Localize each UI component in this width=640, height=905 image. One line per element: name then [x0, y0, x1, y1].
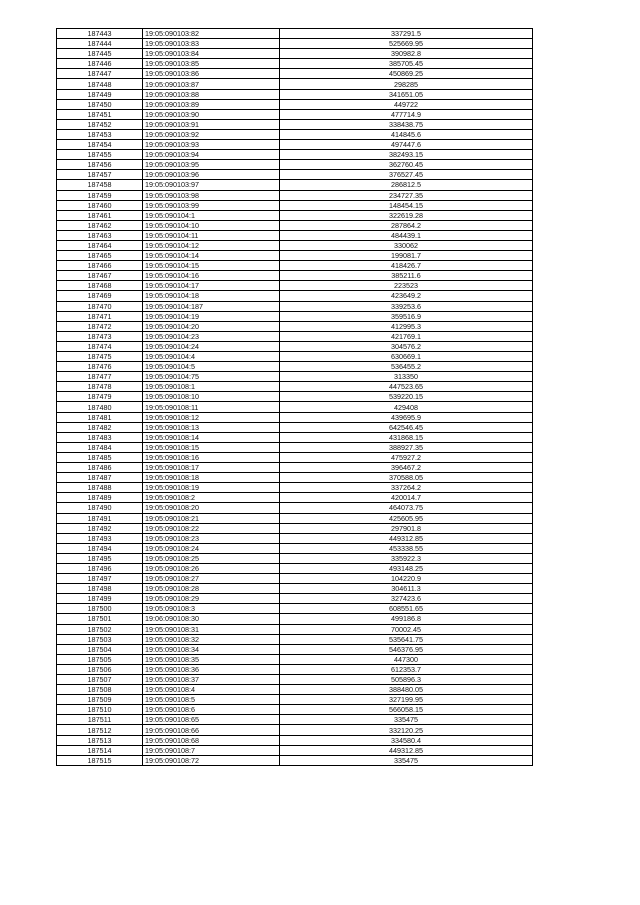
- cadastral-number-cell: 19:05:090108:27: [143, 574, 280, 584]
- row-number-cell: 187460: [57, 200, 143, 210]
- row-number-cell: 187497: [57, 574, 143, 584]
- cadastral-number-cell: 19:05:090108:35: [143, 654, 280, 664]
- cadastral-number-cell: 19:05:090104:12: [143, 240, 280, 250]
- value-cell: 385211.6: [280, 271, 533, 281]
- table-row: [57, 412, 533, 422]
- cadastral-number-cell: 19:05:090104:20: [143, 321, 280, 331]
- row-number-cell: 187456: [57, 160, 143, 170]
- cadastral-number-cell: 19:05:090103:93: [143, 140, 280, 150]
- row-number-cell: 187483: [57, 432, 143, 442]
- value-cell: 313350: [280, 372, 533, 382]
- cadastral-number-cell: 19:05:090103:90: [143, 109, 280, 119]
- row-number-cell: 187444: [57, 39, 143, 49]
- value-cell: 338438.75: [280, 119, 533, 129]
- row-number-cell: 187487: [57, 473, 143, 483]
- value-cell: 304611.3: [280, 584, 533, 594]
- row-number-cell: 187478: [57, 382, 143, 392]
- value-cell: 608551.65: [280, 604, 533, 614]
- cadastral-number-cell: 19:05:090108:28: [143, 584, 280, 594]
- table-row: [57, 341, 533, 351]
- cadastral-number-cell: 19:05:090108:4: [143, 685, 280, 695]
- value-cell: 382493.15: [280, 150, 533, 160]
- table-row: [57, 463, 533, 473]
- table-row: [57, 574, 533, 584]
- table-row: [57, 352, 533, 362]
- cadastral-number-cell: 19:05:090103:88: [143, 89, 280, 99]
- table-row: [57, 190, 533, 200]
- table-row: [57, 695, 533, 705]
- value-cell: 484439.1: [280, 230, 533, 240]
- value-cell: 341651.05: [280, 89, 533, 99]
- table-row: [57, 140, 533, 150]
- cadastral-number-cell: 19:05:090108:29: [143, 594, 280, 604]
- value-cell: 493148.25: [280, 563, 533, 573]
- cadastral-number-cell: 19:05:090103:89: [143, 99, 280, 109]
- value-cell: 449722: [280, 99, 533, 109]
- value-cell: 447300: [280, 654, 533, 664]
- value-cell: 327423.6: [280, 594, 533, 604]
- cadastral-number-cell: 19:05:090104:15: [143, 261, 280, 271]
- cadastral-number-cell: 19:05:090103:86: [143, 69, 280, 79]
- table-row: [57, 745, 533, 755]
- row-number-cell: 187452: [57, 119, 143, 129]
- table-row: [57, 331, 533, 341]
- value-cell: 525669.95: [280, 39, 533, 49]
- table-row: [57, 594, 533, 604]
- row-number-cell: 187514: [57, 745, 143, 755]
- row-number-cell: 187488: [57, 483, 143, 493]
- row-number-cell: 187476: [57, 362, 143, 372]
- value-cell: 396467.2: [280, 463, 533, 473]
- cadastral-number-cell: 19:05:090103:92: [143, 129, 280, 139]
- cadastral-number-cell: 19:05:090108:20: [143, 503, 280, 513]
- table-row: [57, 422, 533, 432]
- value-cell: 612353.7: [280, 664, 533, 674]
- value-cell: 223523: [280, 281, 533, 291]
- value-cell: 335475: [280, 755, 533, 765]
- row-number-cell: 187486: [57, 463, 143, 473]
- row-number-cell: 187491: [57, 513, 143, 523]
- cadastral-number-cell: 19:05:090108:14: [143, 432, 280, 442]
- cadastral-number-cell: 19:05:090108:26: [143, 563, 280, 573]
- table-row: [57, 483, 533, 493]
- table-row: [57, 604, 533, 614]
- table-row: [57, 301, 533, 311]
- row-number-cell: 187474: [57, 341, 143, 351]
- value-cell: 412995.3: [280, 321, 533, 331]
- table-row: [57, 442, 533, 452]
- row-number-cell: 187446: [57, 59, 143, 69]
- row-number-cell: 187482: [57, 422, 143, 432]
- cadastral-number-cell: 19:05:090108:65: [143, 715, 280, 725]
- value-cell: 475927.2: [280, 452, 533, 462]
- table-row: [57, 402, 533, 412]
- value-cell: 477714.9: [280, 109, 533, 119]
- row-number-cell: 187466: [57, 261, 143, 271]
- cadastral-number-cell: 19:05:090104:18: [143, 291, 280, 301]
- row-number-cell: 187451: [57, 109, 143, 119]
- cadastral-number-cell: 19:05:090108:3: [143, 604, 280, 614]
- table-row: [57, 654, 533, 664]
- table-row: [57, 523, 533, 533]
- value-cell: 566058.15: [280, 705, 533, 715]
- cadastral-number-cell: 19:05:090108:12: [143, 412, 280, 422]
- value-cell: 390982.8: [280, 49, 533, 59]
- table-row: [57, 614, 533, 624]
- table-row: [57, 432, 533, 442]
- table-row: [57, 533, 533, 543]
- row-number-cell: 187512: [57, 725, 143, 735]
- row-number-cell: 187490: [57, 503, 143, 513]
- cadastral-number-cell: 19:05:090108:37: [143, 675, 280, 685]
- cadastral-number-cell: 19:05:090108:66: [143, 725, 280, 735]
- value-cell: 464073.75: [280, 503, 533, 513]
- row-number-cell: 187515: [57, 755, 143, 765]
- table-row: [57, 362, 533, 372]
- cadastral-number-cell: 19:05:090108:22: [143, 523, 280, 533]
- table-row: [57, 634, 533, 644]
- row-number-cell: 187468: [57, 281, 143, 291]
- cadastral-number-cell: 19:05:090103:91: [143, 119, 280, 129]
- table-row: [57, 220, 533, 230]
- cadastral-number-cell: 19:05:090103:83: [143, 39, 280, 49]
- table-row: [57, 79, 533, 89]
- value-cell: 388927.35: [280, 442, 533, 452]
- row-number-cell: 187480: [57, 402, 143, 412]
- row-number-cell: 187506: [57, 664, 143, 674]
- table-row: [57, 119, 533, 129]
- value-cell: 298285: [280, 79, 533, 89]
- cadastral-number-cell: 19:05:090108:25: [143, 553, 280, 563]
- row-number-cell: 187454: [57, 140, 143, 150]
- table-row: [57, 29, 533, 39]
- value-cell: 327199.95: [280, 695, 533, 705]
- cadastral-number-cell: 19:05:090108:10: [143, 392, 280, 402]
- value-cell: 414845.6: [280, 129, 533, 139]
- table-row: [57, 685, 533, 695]
- row-number-cell: 187502: [57, 624, 143, 634]
- cadastral-number-cell: 19:05:090104:75: [143, 372, 280, 382]
- cadastral-number-cell: 19:05:090108:1: [143, 382, 280, 392]
- table-row: [57, 382, 533, 392]
- value-cell: 199081.7: [280, 251, 533, 261]
- row-number-cell: 187455: [57, 150, 143, 160]
- value-cell: 453338.55: [280, 543, 533, 553]
- value-cell: 359516.9: [280, 311, 533, 321]
- cadastral-number-cell: 19:05:090108:32: [143, 634, 280, 644]
- value-cell: 332120.25: [280, 725, 533, 735]
- cadastral-number-cell: 19:05:090103:94: [143, 150, 280, 160]
- table-row: [57, 160, 533, 170]
- table-row: [57, 452, 533, 462]
- row-number-cell: 187511: [57, 715, 143, 725]
- row-number-cell: 187498: [57, 584, 143, 594]
- cadastral-number-cell: 19:05:090103:96: [143, 170, 280, 180]
- value-cell: 429408: [280, 402, 533, 412]
- value-cell: 335475: [280, 715, 533, 725]
- row-number-cell: 187450: [57, 99, 143, 109]
- row-number-cell: 187489: [57, 493, 143, 503]
- value-cell: 423649.2: [280, 291, 533, 301]
- cadastral-number-cell: 19:05:090108:19: [143, 483, 280, 493]
- value-cell: 337291.5: [280, 29, 533, 39]
- cadastral-number-cell: 19:06:090108:30: [143, 614, 280, 624]
- table-row: [57, 675, 533, 685]
- value-cell: 362760.45: [280, 160, 533, 170]
- row-number-cell: 187493: [57, 533, 143, 543]
- value-cell: 439695.9: [280, 412, 533, 422]
- row-number-cell: 187505: [57, 654, 143, 664]
- cadastral-number-cell: 19:05:090108:6: [143, 705, 280, 715]
- cadastral-number-cell: 19:05:090104:23: [143, 331, 280, 341]
- cadastral-number-cell: 19:05:090103:82: [143, 29, 280, 39]
- value-cell: 287864.2: [280, 220, 533, 230]
- table-row: [57, 513, 533, 523]
- row-number-cell: 187508: [57, 685, 143, 695]
- cadastral-number-cell: 19:05:090108:31: [143, 624, 280, 634]
- row-number-cell: 187453: [57, 129, 143, 139]
- cadastral-number-cell: 19:05:090108:72: [143, 755, 280, 765]
- value-cell: 148454.15: [280, 200, 533, 210]
- value-cell: 385705.45: [280, 59, 533, 69]
- value-cell: 334580.4: [280, 735, 533, 745]
- cadastral-number-cell: 19:05:090103:87: [143, 79, 280, 89]
- value-cell: 546376.95: [280, 644, 533, 654]
- row-number-cell: 187449: [57, 89, 143, 99]
- table-row: [57, 200, 533, 210]
- row-number-cell: 187509: [57, 695, 143, 705]
- table-row: [57, 543, 533, 553]
- cadastral-number-cell: 19:05:090103:95: [143, 160, 280, 170]
- table-row: [57, 755, 533, 765]
- table-row: [57, 311, 533, 321]
- row-number-cell: 187445: [57, 49, 143, 59]
- value-cell: 234727.35: [280, 190, 533, 200]
- row-number-cell: 187472: [57, 321, 143, 331]
- row-number-cell: 187507: [57, 675, 143, 685]
- row-number-cell: 187464: [57, 240, 143, 250]
- value-cell: 499186.8: [280, 614, 533, 624]
- row-number-cell: 187458: [57, 180, 143, 190]
- value-cell: 370588.05: [280, 473, 533, 483]
- table-body: [57, 29, 533, 766]
- value-cell: 536455.2: [280, 362, 533, 372]
- cadastral-number-cell: 19:05:090103:97: [143, 180, 280, 190]
- cadastral-number-cell: 19:05:090103:98: [143, 190, 280, 200]
- table-row: [57, 170, 533, 180]
- value-cell: 418426.7: [280, 261, 533, 271]
- value-cell: 539220.15: [280, 392, 533, 402]
- row-number-cell: 187457: [57, 170, 143, 180]
- table-row: [57, 150, 533, 160]
- table-row: [57, 291, 533, 301]
- row-number-cell: 187463: [57, 230, 143, 240]
- table-row: [57, 69, 533, 79]
- table-row: [57, 240, 533, 250]
- value-cell: 376527.45: [280, 170, 533, 180]
- table-row: [57, 372, 533, 382]
- value-cell: 337264.2: [280, 483, 533, 493]
- row-number-cell: 187503: [57, 634, 143, 644]
- cadastral-number-cell: 19:05:090108:13: [143, 422, 280, 432]
- table-row: [57, 725, 533, 735]
- cadastral-number-cell: 19:05:090108:23: [143, 533, 280, 543]
- cadastral-number-cell: 19:05:090108:21: [143, 513, 280, 523]
- row-number-cell: 187471: [57, 311, 143, 321]
- cadastral-number-cell: 19:05:090104:16: [143, 271, 280, 281]
- cadastral-number-cell: 19:05:090104:5: [143, 362, 280, 372]
- row-number-cell: 187513: [57, 735, 143, 745]
- value-cell: 425605.95: [280, 513, 533, 523]
- cadastral-number-cell: 19:05:090104:187: [143, 301, 280, 311]
- row-number-cell: 187499: [57, 594, 143, 604]
- cadastral-number-cell: 19:05:090108:24: [143, 543, 280, 553]
- value-cell: 322619.28: [280, 210, 533, 220]
- row-number-cell: 187484: [57, 442, 143, 452]
- table-row: [57, 230, 533, 240]
- value-cell: 447523.65: [280, 382, 533, 392]
- row-number-cell: 187448: [57, 79, 143, 89]
- table-row: [57, 392, 533, 402]
- table-row: [57, 109, 533, 119]
- value-cell: 450869.25: [280, 69, 533, 79]
- value-cell: 286812.5: [280, 180, 533, 190]
- value-cell: 449312.85: [280, 745, 533, 755]
- cadastral-number-cell: 19:05:090104:10: [143, 220, 280, 230]
- row-number-cell: 187481: [57, 412, 143, 422]
- row-number-cell: 187461: [57, 210, 143, 220]
- cadastral-number-cell: 19:05:090103:99: [143, 200, 280, 210]
- row-number-cell: 187469: [57, 291, 143, 301]
- value-cell: 297901.8: [280, 523, 533, 533]
- row-number-cell: 187443: [57, 29, 143, 39]
- table-row: [57, 89, 533, 99]
- cadastral-number-cell: 19:05:090108:34: [143, 644, 280, 654]
- row-number-cell: 187492: [57, 523, 143, 533]
- value-cell: 421769.1: [280, 331, 533, 341]
- value-cell: 449312.85: [280, 533, 533, 543]
- table-row: [57, 584, 533, 594]
- table-row: [57, 473, 533, 483]
- value-cell: 642546.45: [280, 422, 533, 432]
- row-number-cell: 187494: [57, 543, 143, 553]
- table-row: [57, 644, 533, 654]
- cadastral-number-cell: 19:05:090104:1: [143, 210, 280, 220]
- table-row: [57, 624, 533, 634]
- table-row: [57, 563, 533, 573]
- cadastral-number-cell: 19:05:090104:14: [143, 251, 280, 261]
- row-number-cell: 187510: [57, 705, 143, 715]
- row-number-cell: 187496: [57, 563, 143, 573]
- table-row: [57, 735, 533, 745]
- table-row: [57, 39, 533, 49]
- table-row: [57, 99, 533, 109]
- value-cell: 330062: [280, 240, 533, 250]
- cadastral-number-cell: 19:05:090108:15: [143, 442, 280, 452]
- cadastral-number-cell: 19:05:090108:11: [143, 402, 280, 412]
- table-row: [57, 261, 533, 271]
- value-cell: 70002.45: [280, 624, 533, 634]
- row-number-cell: 187465: [57, 251, 143, 261]
- table-row: [57, 129, 533, 139]
- value-cell: 104220.9: [280, 574, 533, 584]
- table-row: [57, 59, 533, 69]
- value-cell: 630669.1: [280, 352, 533, 362]
- cadastral-number-cell: 19:05:090103:84: [143, 49, 280, 59]
- cadastral-number-cell: 19:05:090108:68: [143, 735, 280, 745]
- row-number-cell: 187500: [57, 604, 143, 614]
- value-cell: 535641.75: [280, 634, 533, 644]
- row-number-cell: 187475: [57, 352, 143, 362]
- cadastral-number-cell: 19:05:090104:4: [143, 352, 280, 362]
- value-cell: 339253.6: [280, 301, 533, 311]
- row-number-cell: 187477: [57, 372, 143, 382]
- row-number-cell: 187501: [57, 614, 143, 624]
- cadastral-number-cell: 19:05:090104:24: [143, 341, 280, 351]
- cadastral-number-cell: 19:05:090104:17: [143, 281, 280, 291]
- cadastral-number-cell: 19:05:090108:17: [143, 463, 280, 473]
- row-number-cell: 187447: [57, 69, 143, 79]
- table-row: [57, 49, 533, 59]
- table-row: [57, 493, 533, 503]
- row-number-cell: 187462: [57, 220, 143, 230]
- row-number-cell: 187504: [57, 644, 143, 654]
- table-row: [57, 503, 533, 513]
- table-row: [57, 180, 533, 190]
- row-number-cell: 187467: [57, 271, 143, 281]
- cadastral-number-cell: 19:05:090104:19: [143, 311, 280, 321]
- table-row: [57, 271, 533, 281]
- cadastral-number-cell: 19:05:090108:2: [143, 493, 280, 503]
- table-row: [57, 321, 533, 331]
- table-row: [57, 705, 533, 715]
- cadastral-number-cell: 19:05:090108:16: [143, 452, 280, 462]
- value-cell: 505896.3: [280, 675, 533, 685]
- row-number-cell: 187473: [57, 331, 143, 341]
- row-number-cell: 187485: [57, 452, 143, 462]
- value-cell: 335922.3: [280, 553, 533, 563]
- data-table: [56, 28, 533, 766]
- value-cell: 420014.7: [280, 493, 533, 503]
- cadastral-number-cell: 19:05:090104:11: [143, 230, 280, 240]
- table-row: [57, 553, 533, 563]
- table-row: [57, 664, 533, 674]
- value-cell: 304576.2: [280, 341, 533, 351]
- cadastral-number-cell: 19:05:090108:7: [143, 745, 280, 755]
- row-number-cell: 187459: [57, 190, 143, 200]
- value-cell: 497447.6: [280, 140, 533, 150]
- cadastral-number-cell: 19:05:090108:5: [143, 695, 280, 705]
- table-row: [57, 715, 533, 725]
- row-number-cell: 187495: [57, 553, 143, 563]
- value-cell: 431868.15: [280, 432, 533, 442]
- row-number-cell: 187470: [57, 301, 143, 311]
- table-row: [57, 210, 533, 220]
- cadastral-number-cell: 19:05:090108:36: [143, 664, 280, 674]
- row-number-cell: 187479: [57, 392, 143, 402]
- cadastral-number-cell: 19:05:090108:18: [143, 473, 280, 483]
- cadastral-number-cell: 19:05:090103:85: [143, 59, 280, 69]
- table-row: [57, 251, 533, 261]
- table-row: [57, 281, 533, 291]
- value-cell: 388480.05: [280, 685, 533, 695]
